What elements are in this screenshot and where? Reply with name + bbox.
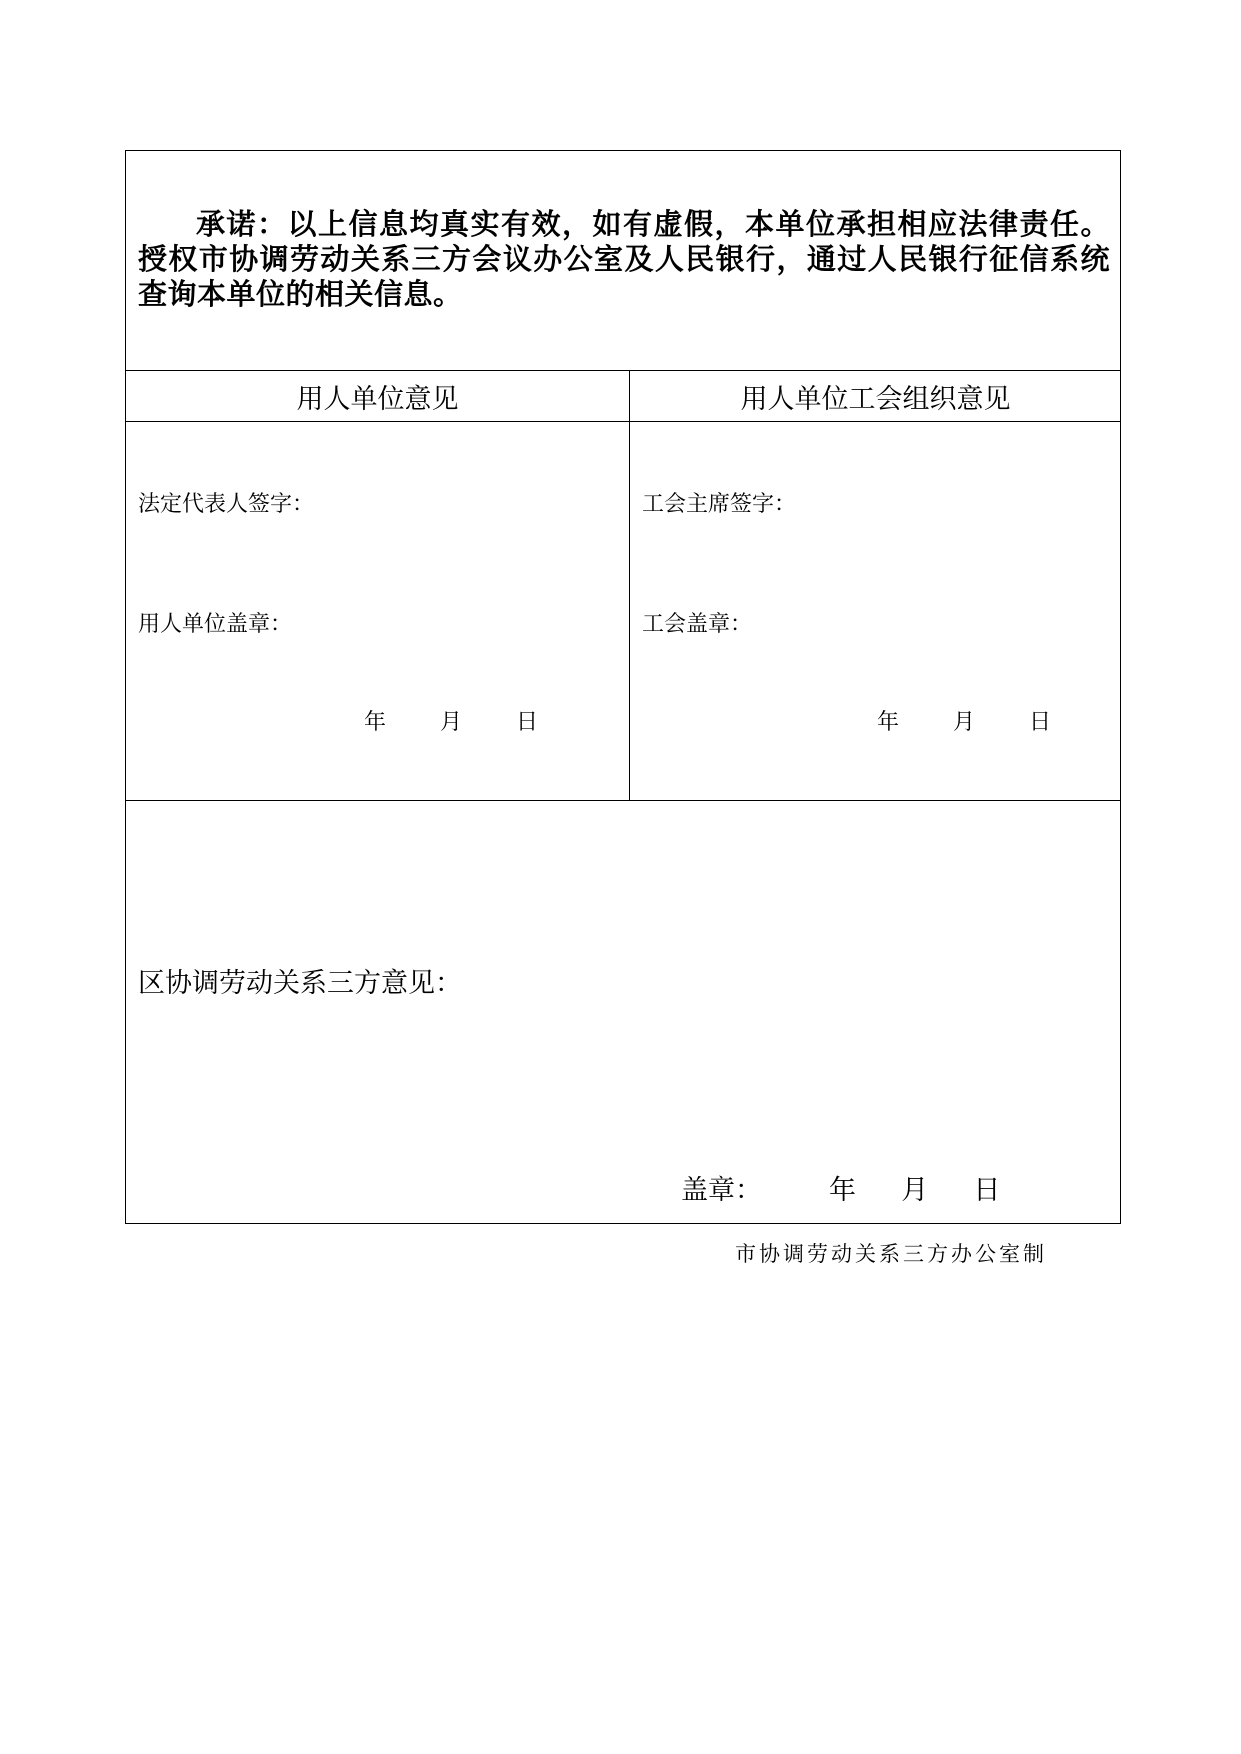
opinion-form-table bbox=[125, 150, 1121, 1224]
union-opinion-header: 用人单位工会组织意见 bbox=[630, 371, 1121, 422]
employer-seal-label: 用人单位盖章： bbox=[138, 612, 293, 637]
employer-opinion-header: 用人单位意见 bbox=[126, 371, 630, 422]
month-label: 月 bbox=[440, 710, 463, 735]
union-date bbox=[877, 705, 1051, 736]
year-label: 年 bbox=[829, 1175, 856, 1206]
union-chair-signature-label: 工会主席签字： bbox=[642, 492, 797, 517]
district-opinion-label: 区协调劳动关系三方意见： bbox=[138, 968, 462, 999]
union-opinion-cell[interactable] bbox=[630, 422, 1121, 801]
employer-opinion-cell[interactable] bbox=[126, 422, 630, 801]
month-label: 月 bbox=[901, 1175, 929, 1206]
day-label: 日 bbox=[1029, 710, 1052, 735]
pledge-text: 承诺：以上信息均真实有效，如有虚假，本单位承担相应法律责任。授权市协调劳动关系三方会议办公室及人民银行，通过人民银行征信系统查询本单位的相关信息。 bbox=[138, 207, 1110, 311]
month-label: 月 bbox=[953, 710, 976, 735]
union-seal-label: 工会盖章： bbox=[642, 612, 753, 637]
year-label: 年 bbox=[877, 710, 900, 735]
employer-date bbox=[364, 705, 538, 736]
year-label: 年 bbox=[364, 710, 387, 735]
issuer-footer: 市协调劳动关系三方办公室制 bbox=[735, 1242, 1047, 1266]
district-date bbox=[829, 1168, 1000, 1207]
district-seal-label: 盖章： bbox=[681, 1175, 762, 1206]
day-label: 日 bbox=[973, 1175, 1001, 1206]
district-opinion-cell[interactable] bbox=[126, 801, 1120, 1223]
legal-representative-signature-label: 法定代表人签字： bbox=[138, 492, 315, 517]
pledge-section bbox=[126, 151, 1120, 371]
day-label: 日 bbox=[516, 710, 539, 735]
